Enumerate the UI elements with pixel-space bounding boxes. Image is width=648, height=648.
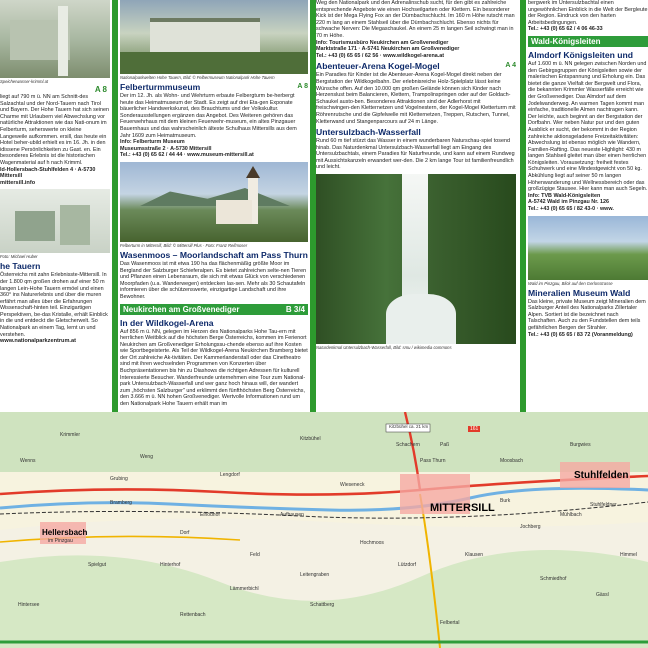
felberturm-contact: Tel.: +43 (0) 65 62 / 44 44 · www.museum-mittersill.at [120,152,254,159]
map-label: Hochmoos [360,540,384,546]
arena-contact: Tel.: +43 (0) 65 65 / 62 56 · www.wildkogel-arena.at [316,52,445,59]
map-label: Jochberg [520,524,541,530]
map-label: Schattberg [310,602,335,608]
photo-col1-middle [0,189,110,253]
felberturm-address: Museumsstraße 2 · A-5730 Mittersill [120,145,212,152]
map-label: Hintersee [18,602,40,608]
address: ld-Hollersbach-Stuhlfelden 4 · A-5730 Mittersill [0,166,96,180]
column-4 [528,0,648,412]
map-label: Lengdorf [220,472,240,478]
map-label: Hinterhof [160,562,181,568]
almdorf-address: A-5742 Wald im Pinzgau Nr. 126 [528,199,609,206]
column-2 [120,0,308,412]
map-label: Dorf [180,530,190,536]
arena-info: Info: Tourismusbüro Neukirchen am Großvenediger [316,39,449,46]
photo-caption: Speicherwasser-krimml.at [0,79,49,84]
wasserfall-text: Rund 60 m tief stürzt das Wasser in einem wunderbaren Naturschau-spiel tosend hinab. Das Naturdenkmal Untersulzbach-Wasserfall liegt am Eingang des Untersulzbachtals, einem Paradies für Naturfreunde, und kann auf einem Rundweg mit Aussichtskanzeln erwandert wer-den. Die 2 km lange Tour ist familienfreundlich und leicht. [316,138,515,171]
section-bar-wald [528,36,648,47]
photo-wald [528,216,648,280]
wasenmoos-text: Das Wasenmoos ist mit etwa 190 ha das flächenmäßig größte Moor im Bergland der Salzburger Schieferalpen. Es bietet zahlreichen selte-nen Tieren und Pflanzen einen Lebensraum, die sich mit etwas Glück von verschiedenen Moorpfaden (u.a. Wanderwegen) entdecken las-sen. Mehr als 30 Schautafeln informieren über die schützenswerte, einzigartige Landschaft und ihre Bewohner. [120,260,307,300]
map-label: Weng [140,454,153,460]
kogel-mogel-text: Ein Paradies für Kinder ist die Abenteuer-Arena Kogel-Mogel direkt neben der Bergstation der Wildkogelbahn. Der erlebnisreiche Holz-Spielplatz lässt keine Wünsche offen. Auf den 10.000 qm großen Gelände können sich Kinder nach Herzenslust beim Balancieren, Klettern, Trampolinspringen oder auf der Goldach-Schaukel austo-ben. Besonderes Attraktionen sind der Adlerhorst mit freischwingen-den Kletternetzen und Vogelnestern, der Kogel-Mogel Kletterturm mit Röhrenrutsche und die Gipfelwelle mit Kletternetzen, Treppen, Rutschen, Tunnel, Kletterwand und Stangenparcours auf 24 m Länge. [316,72,516,125]
bergwerk-text: bergwerk im Untersulzbachtal einen ungewöhnlichen Einblick in die Welt der Bergleute der Region. Eindruck von den harten Arbeitsbedingungen. [528,0,648,26]
title-felberturmmuseum [120,82,308,92]
area-map[interactable] [0,412,648,648]
map-label: Kitzbühel [300,436,321,442]
map-label: Einödhof [200,512,220,518]
map-label: Schachern [396,442,420,448]
map-label: Feld [250,552,260,558]
map-label: Lämmerbichl [230,586,259,592]
waterfall-caption: Naturdenkmal Untersulzbach-Wasserfall, Bild: smu / wikimedia commons [316,345,452,351]
arena-intro-text: Weg den Nationalpark und den Adrenalinschub sucht, für den gibt es zahlreiche entsprechende Angebote wie einen Hochseilgarten oder Klettern. Ein besonderer Kick ist der Mega Flying Fox an der Dürnbachschlucht. Im 160 m Höhe rutscht man 220 m lang an einem Stahlseil über die Dürnbachschlucht. Ebenso nichts für schwache Nerven: Die Megaschaukel. An einem 25 m langen Seil schwingt man in 70 m Höhe. [316,0,515,39]
forest-north [0,412,648,472]
intro-text: liegt auf 790 m ü. NN am Schnitt-des Salzachtal und der Nord-Tauern nach Tirol und Bayern. Der Hohe Tauern hat sich seinen Charme mit Urlaubern viel Abwechslung vor natürliche Attraktionen wie das Nati-onum im Felberturm, seherswerte on kleine Langeweile aufkommen. ersill, das heute ein Hotel beher-ubild erhielt es im 16. Jh. in den idissene Persönlichkeiten zu Gast. en. Ein besonderes Erlebnis ist die historischen Wagenmaterial auf h nach Krimml. [0,94,109,166]
map-label: Krimmler [60,432,80,438]
title-wasserfall: Untersulzbach-Wasserfall [316,127,421,138]
map-label: Pass Thurn [420,458,446,464]
map-label: Grubing [110,476,128,482]
title-text: Abenteuer-Arena Kogel-Mogel [316,61,440,72]
map-label: Gässl [596,592,609,598]
map-label: Mühlbach [560,512,582,518]
almdorf-info: Info: TVB Wald-Königsleiten [528,192,601,199]
title-wasenmoos: Wasenmoos – Moorlandschaft am Pass Thurn [120,249,308,260]
town-stuhlfelden: Stuhlfelden [574,470,629,481]
bergwerk-contact: Tel.: +43 (0) 65 62 / 4 06 46-33 [528,26,603,33]
map-label: Burk [500,498,511,504]
map-label: Spielgut [88,562,107,568]
felberturm-text: Der im 12. Jh. als Wohn- und Wehrturm erbaute Felbergturm be-herbergt heute das Heimatmuseum der Stadt. Es zeigt auf drei Eta-gen Exponate bäuerlicher Handwerkskunst, des Brauchtums und der Volkskultur. Sonderausstellungen ergänzen das Angebot. Des Weiteren gehören das Feuerwehrhaus mit dem kleinen Feuerwehr-museum, ein altes Pinzgauer Bauernhaus und das wahrscheinlich älteste Schulhaus Mittersills aus dem Jahr 1609 zum Heimatmuseum. [120,93,297,139]
ref-label: A 8 [297,83,308,90]
title-wildkogel-arena: In der Wildkogel-Arena [120,317,214,328]
town-hollersbach-sub: im Pinzgau [48,538,73,544]
map-label: Moosbach [500,458,524,464]
map-canvas [0,412,648,648]
side-road [0,536,240,542]
map-label: Himmel [620,552,637,558]
map-label: Klausen [465,552,484,558]
section-bar-neukirchen [120,304,308,315]
photo-church-mittersill [120,162,308,242]
section-text: Österreichs mit zahn Erlebnisste-Mittersill. In der 1.800 qm großen drohen auf einer 50 m langen Lein-Hohe Tauern ermöel und einen 360° ins Naturerlebnis und über die muren erfährt man alles über die Erfahrungen Wissenschaft-hinten teil. Einzigartigen Perspektiven, be-das Kristalle, erhält Einblick in die und entdeckt die Gletscherwelt. So Nationalpark an einem Tag, lernt un und verstehen. [0,272,108,338]
map-label: Lützdorf [398,562,417,568]
map-label: Schmiedhof [540,576,567,582]
wald-caption: Wald im Pinzgau, Blick auf den Gerlosstrasse [528,280,613,286]
almdorf-text: Auf 1.600 m ü. NN gelegen zwischen Norden und den Gebirgsgruppen der Königsleiten sowie der malerischen Entspannung und Erholung ein. Das bietet die ganze Vielfalt der Bergwelt und Flora, die bekannten Krimmler Wasserfälle erreicht wie der Großvenediger. Das Almdorf auf dem Jodelwanderweg. An warmen Tagen kommt man einfache, traditionelle Almen nachtragen kann. Der leichte, auch beginnt an der Bergstation der Dorfbahn. Wer neben Natur pur und den guten Ausblick er sucht, der bekommt in der Region zahlreiche aktionsgeladene Freizeitaktivitäten: Abwechslung ist ebenso möglich wie Wandern, Familien-Rafting. Das neueste Highlight: 430 m langen Stahlseil gleitet man über einen herrlichen Königsleiten. Vorausetzung: freiheit festes Schuhwerk und eine Mindestgewicht von 50 kg. Abkühlung liegt auf seiner 50 m langen Höhenwanderung und Wellnessbereich oder das großzügige Stausee. Hier kann man auch Segeln. [528,60,648,193]
felberturm-info: Info: Felberturm Museum [120,139,185,146]
title-almdorf: Almdorf Königsleiten und [528,49,634,60]
title-kogel-mogel [316,61,516,71]
website-link-2[interactable]: www.nationalparkzentrum.at [0,338,76,345]
almdorf-contact: Tel.: +43 (0) 65 65 / 82 43-0 · www. [528,206,614,213]
divider-1 [112,0,118,412]
title-text: Felberturmmuseum [120,82,201,92]
map-label: Felbertal [440,620,460,626]
map-label: Paß [440,442,450,448]
section-title: he Tauern [0,261,41,272]
column-1 [0,0,110,412]
map-label: Rettenbach [180,612,206,618]
bar-title: Neukirchen am Großvenediger [123,304,240,314]
ref-label: A 8 [94,85,107,94]
arena-address: Marktstraße 171 · A-5741 Neukirchen am Großvenediger [316,46,460,53]
map-label: Burgwies [570,442,591,448]
town-mittersill: MITTERSILL [430,502,495,514]
photo2-caption: Felberturm in Mittersill, Bild: © Mittersill Plus · Foto: Franz Reifmoser [120,242,248,248]
top-photo-col1 [0,0,110,78]
road-number: 161 [470,426,479,432]
road-label: Kitzbühel ca. 21 km [389,424,429,429]
website-link[interactable]: mittersill.info [0,179,36,186]
map-label: Leitengraben [300,572,330,578]
column-3 [316,0,516,412]
bar-ref: B 3/4 [285,304,305,314]
photo1-caption: Nationalparkwelten Hohe Tauern, Bild: © Felbermuseum Nationalpark Hohe Tauern [120,75,275,80]
ref-label: A 4 [505,62,516,70]
bar-title: Wald-Königsleiten [531,36,601,46]
ref-badge [0,86,110,94]
wildkogel-text: Auf 856 m ü. NN, gelegen im Herzen des Nationalparks Hohe Tau-ern mit herrlichen Weitblick auf die höchsten Berge Österreichs, kommen im Ferienort Neukirchen am Großvenediger Erholungssu-chende ebenso auf ihre Kosten wie Sportbegeisterte. Als Teil der Wildkogel-Arena Neukirchen Bramberg bietet der Ort zahlreiche Ak-tivitäten. Der Kammerlanderstall oder das Cinetheatro sind mit ihren wechselnden Programmen von Konzerten über Buchpräsentationen bis hin zu Diashows die richtigen Adressen für kulturell Interessierte Besucher. Wanderfreunde unternehmen eine Tour zum National-park Untersulzbach-Wasserfall und wer ganz hoch hinaus will, der wandert zum „höchsten Salzburger" und erklimmt den fünfthöchsten Berg Österreichs, den 3.666 m ü. NN hohen Großvenediger. Wertvolle Informationen rund um den Nationalpark Hohe Tauern erhält man im [120,328,308,408]
town-hollersbach: Hellersbach [42,528,88,537]
photo-credit: Foto: Michael Huber [0,254,38,260]
title-mineralien: Mineralien Museum Wald [528,287,631,298]
divider-3 [520,0,526,412]
map-label: Aufhausen [280,512,304,518]
map-label: Wenns [20,458,36,464]
photo-felberturm-museum [120,0,308,74]
mineralien-text: Das kleine, private Museum zeigt Mineralien dem Salzburger Anteil des Nationalparks Zillertaler Alpen. Sortiert ist die bezeichnet nach Talschaften. Auch zu den Fundstellen dem teils gefährlichen Bergen der Strahler. [528,298,646,331]
photo-waterfall [316,174,516,344]
map-label: Wieseneck [340,482,365,488]
map-label: Bramberg [110,500,132,506]
mineralien-contact: Tel.: +43 (0) 65 65 / 83 72 (Voranmeldung) [528,331,633,338]
map-label: Stuhlfeldner [590,502,617,508]
